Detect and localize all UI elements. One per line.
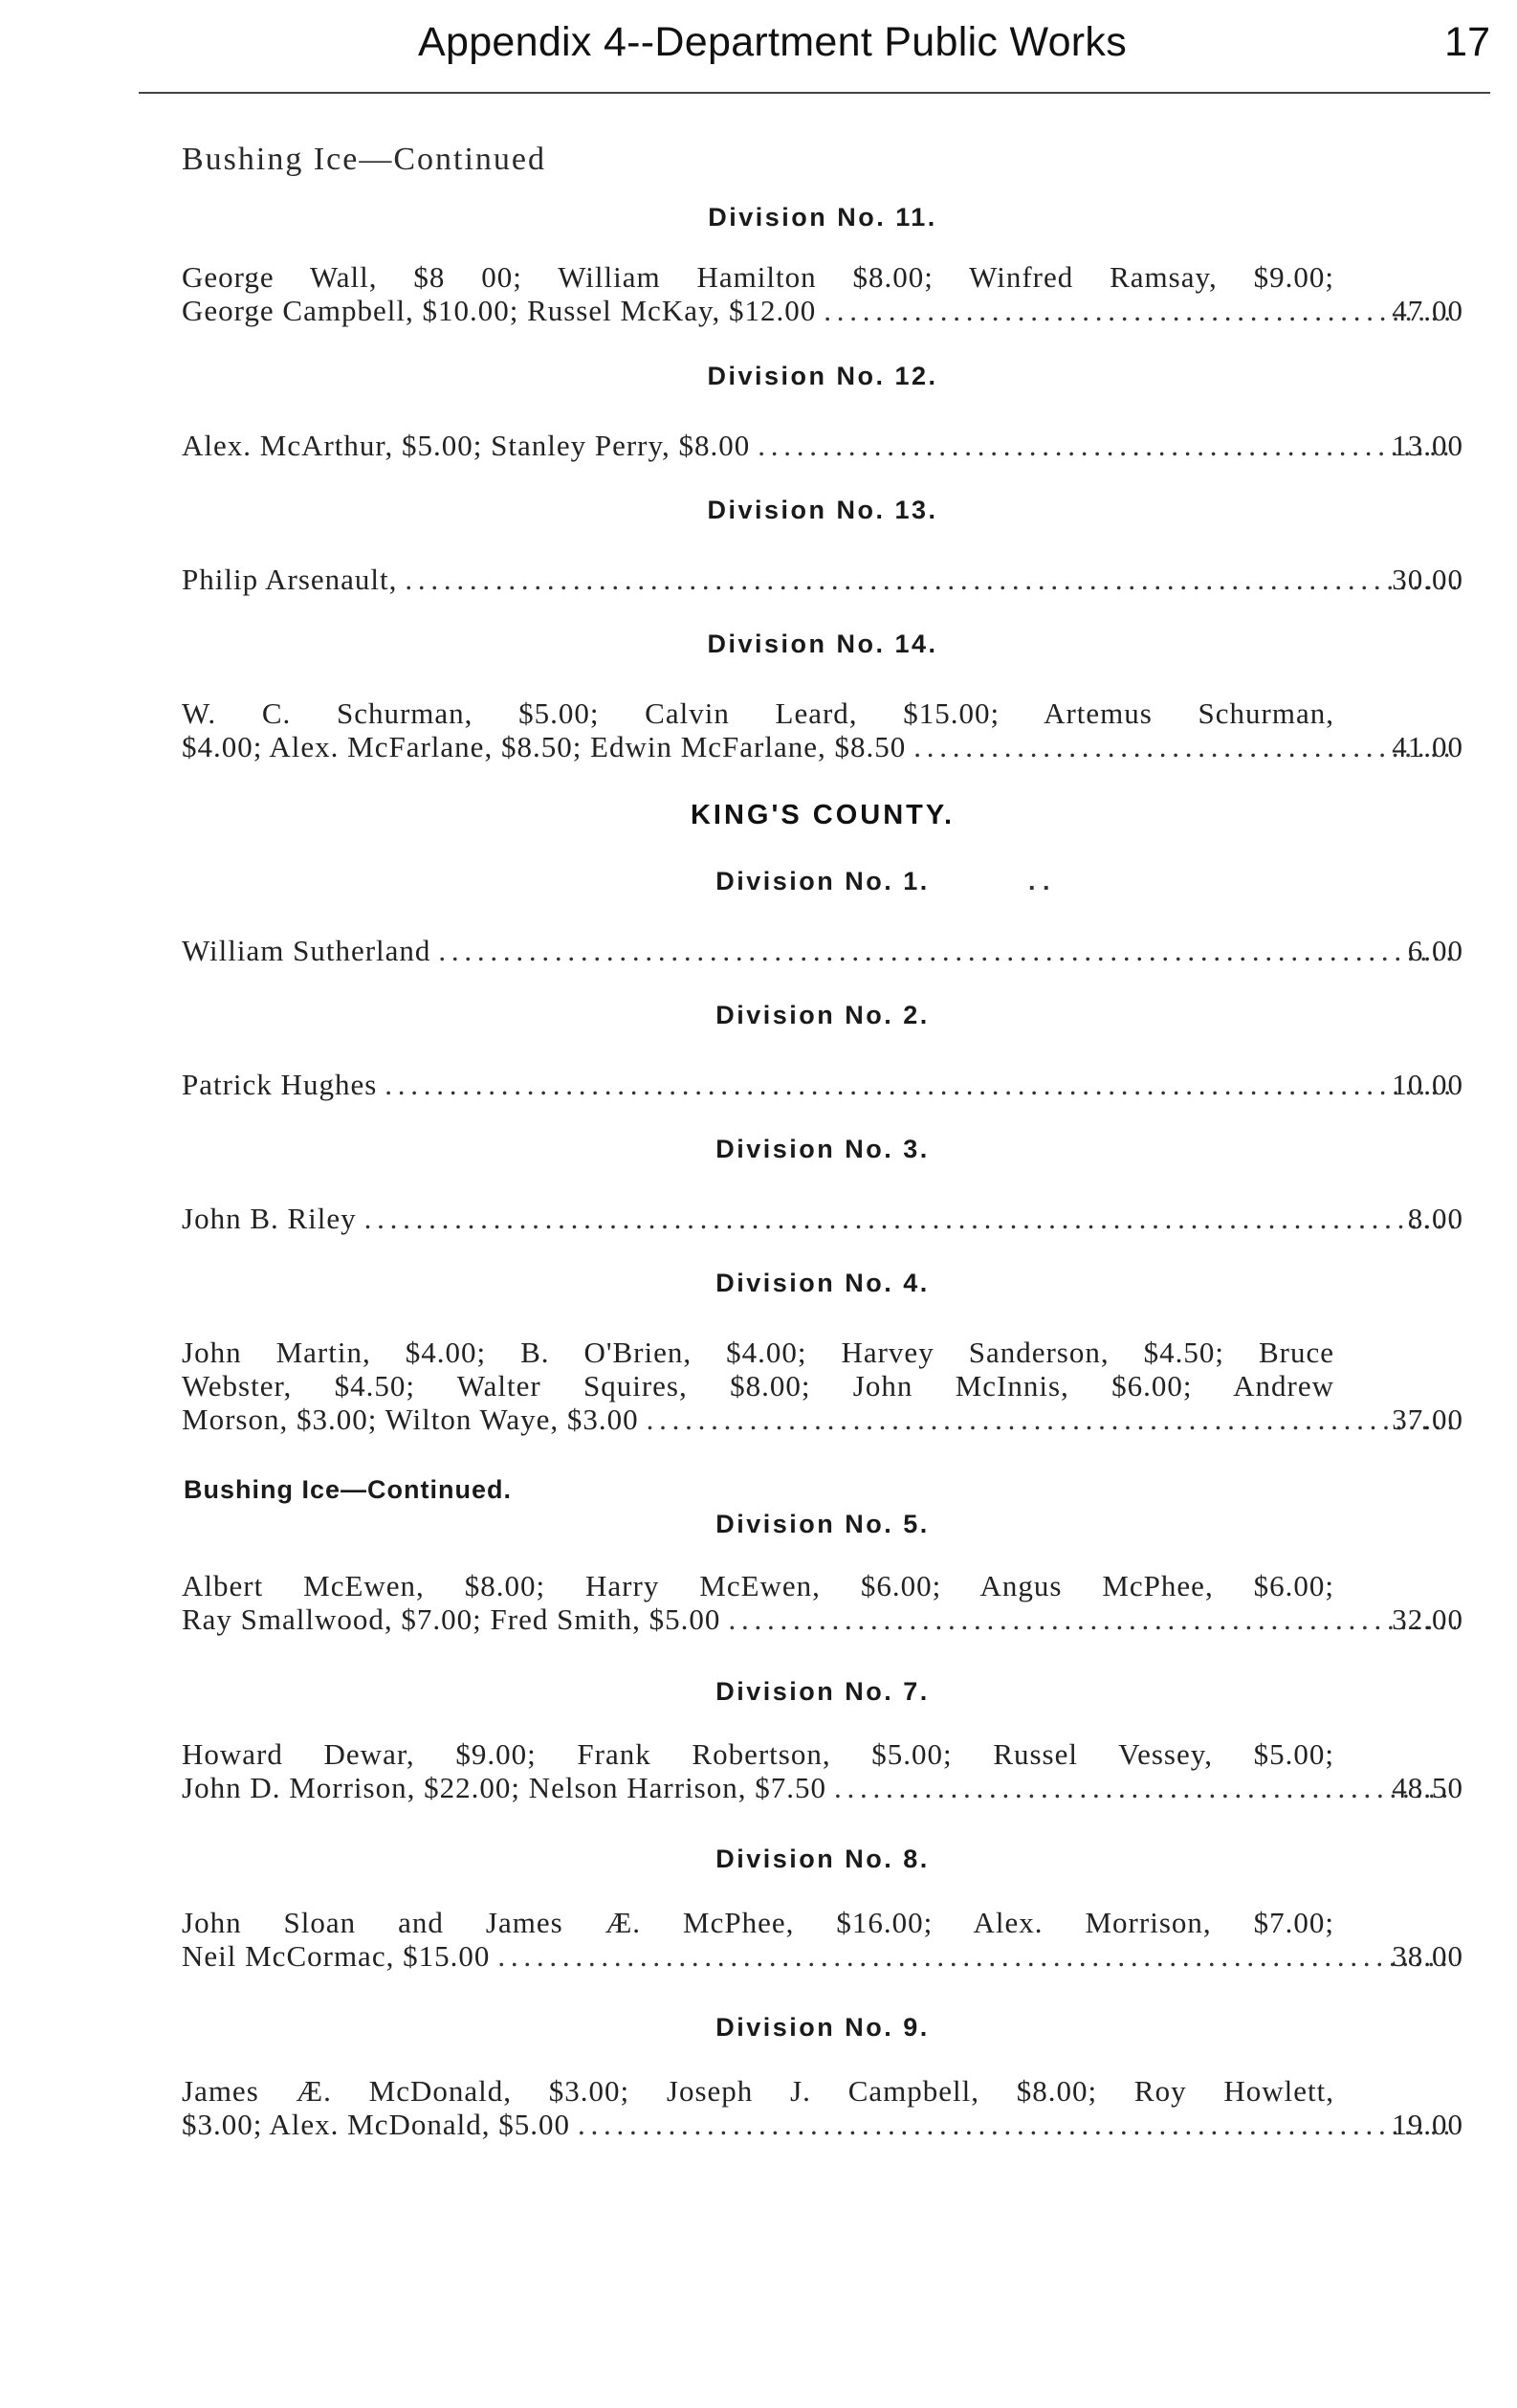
entry-last-line bbox=[182, 1068, 1463, 1101]
continued-heading: Bushing Ice—Continued. bbox=[184, 1475, 512, 1504]
entry-last-line bbox=[182, 1771, 1463, 1804]
entry-last-line bbox=[182, 1939, 1463, 1973]
entry-text: William Sutherland bbox=[182, 934, 431, 967]
dot-leader bbox=[364, 1202, 1456, 1235]
division-heading: Division No. 8. bbox=[715, 1845, 930, 1873]
dot-leader bbox=[385, 1068, 1456, 1101]
entry-line: W. C. Schurman, $5.00; Calvin Leard, $15.00; Artemus Schurman, bbox=[182, 696, 1334, 730]
division-heading: Division No. 7. bbox=[715, 1677, 930, 1706]
entry-amount: 10.00 bbox=[1392, 1068, 1463, 1101]
entry-text: Morson, $3.00; Wilton Waye, $3.00 bbox=[182, 1403, 639, 1436]
dot-leader bbox=[438, 934, 1456, 967]
dot-leader bbox=[824, 294, 1456, 327]
running-title: Appendix 4--Department Public Works bbox=[418, 19, 1128, 65]
dot-leader bbox=[497, 1939, 1456, 1973]
entry-line: John Martin, $4.00; B. O'Brien, $4.00; Harvey Sanderson, $4.50; Bruce bbox=[182, 1336, 1334, 1369]
entry-amount: 30.00 bbox=[1392, 563, 1463, 596]
entry-amount: 38.00 bbox=[1392, 1939, 1463, 1973]
entry-last-line bbox=[182, 2108, 1463, 2141]
division-heading: Division No. 4. bbox=[715, 1269, 930, 1297]
division-entry bbox=[182, 1202, 1463, 1235]
entry-amount: 19.00 bbox=[1392, 2108, 1463, 2141]
entry-line: John Sloan and James Æ. McPhee, $16.00; Alex. Morrison, $7.00; bbox=[182, 1906, 1334, 1939]
division-heading: Division No. 2. bbox=[715, 1001, 930, 1029]
entry-line: Howard Dewar, $9.00; Frank Robertson, $5.00; Russel Vessey, $5.00; bbox=[182, 1737, 1334, 1771]
stray-mark: . . bbox=[1028, 867, 1050, 895]
entry-line: George Wall, $8 00; William Hamilton $8.00; Winfred Ramsay, $9.00; bbox=[182, 260, 1334, 294]
entry-text: Philip Arsenault, bbox=[182, 563, 398, 596]
entry-last-line bbox=[182, 294, 1463, 327]
division-entry bbox=[182, 1336, 1463, 1436]
entry-text: Patrick Hughes bbox=[182, 1068, 378, 1101]
entry-text: George Campbell, $10.00; Russel McKay, $12.00 bbox=[182, 294, 817, 327]
entry-amount: 6.00 bbox=[1407, 934, 1463, 967]
county-heading: KING'S COUNTY. bbox=[690, 800, 956, 830]
entry-last-line bbox=[182, 730, 1463, 763]
entry-last-line bbox=[182, 429, 1463, 462]
entry-last-line bbox=[182, 934, 1463, 967]
entry-amount: 41.00 bbox=[1392, 730, 1463, 763]
dot-leader bbox=[834, 1771, 1456, 1804]
division-entry bbox=[182, 696, 1463, 763]
entry-line: Webster, $4.50; Walter Squires, $8.00; John McInnis, $6.00; Andrew bbox=[182, 1369, 1334, 1403]
dot-leader bbox=[728, 1602, 1456, 1636]
division-entry bbox=[182, 2074, 1463, 2141]
entry-line: James Æ. McDonald, $3.00; Joseph J. Campbell, $8.00; Roy Howlett, bbox=[182, 2074, 1334, 2108]
division-heading: Division No. 14. bbox=[707, 630, 938, 658]
entry-amount: 32.00 bbox=[1392, 1602, 1463, 1636]
division-heading: Division No. 3. bbox=[715, 1135, 930, 1163]
division-entry bbox=[182, 429, 1463, 462]
entry-last-line bbox=[182, 1403, 1463, 1436]
division-heading: Division No. 5. bbox=[715, 1510, 930, 1538]
entry-text: Alex. McArthur, $5.00; Stanley Perry, $8.00 bbox=[182, 429, 751, 462]
entry-amount: 48.50 bbox=[1392, 1771, 1463, 1804]
division-entry bbox=[182, 1068, 1463, 1101]
entry-last-line bbox=[182, 1202, 1463, 1235]
entry-amount: 13.00 bbox=[1392, 429, 1463, 462]
division-entry bbox=[182, 260, 1463, 327]
entry-amount: 8.00 bbox=[1407, 1202, 1463, 1235]
entry-text: Neil McCormac, $15.00 bbox=[182, 1939, 491, 1973]
division-heading: Division No. 9. bbox=[715, 2013, 930, 2042]
entry-line: Albert McEwen, $8.00; Harry McEwen, $6.00; Angus McPhee, $6.00; bbox=[182, 1569, 1334, 1602]
division-entry bbox=[182, 934, 1463, 967]
division-entry bbox=[182, 563, 1463, 596]
entry-text: John B. Riley bbox=[182, 1202, 357, 1235]
dot-leader bbox=[578, 2108, 1456, 2141]
entry-amount: 37.00 bbox=[1392, 1403, 1463, 1436]
division-heading: Division No. 13. bbox=[707, 496, 938, 524]
running-head bbox=[134, 19, 1490, 77]
division-heading: Division No. 11. bbox=[708, 203, 937, 232]
page-number: 17 bbox=[1444, 19, 1490, 65]
dot-leader bbox=[405, 563, 1456, 596]
section-heading: Bushing Ice—Continued bbox=[182, 142, 547, 177]
entry-amount: 47.00 bbox=[1392, 294, 1463, 327]
header-rule bbox=[139, 92, 1490, 94]
entry-text: Ray Smallwood, $7.00; Fred Smith, $5.00 bbox=[182, 1602, 721, 1636]
dot-leader bbox=[647, 1403, 1456, 1436]
entry-text: $3.00; Alex. McDonald, $5.00 bbox=[182, 2108, 570, 2141]
entry-last-line bbox=[182, 1602, 1463, 1636]
entry-text: $4.00; Alex. McFarlane, $8.50; Edwin McFarlane, $8.50 bbox=[182, 730, 907, 763]
division-entry bbox=[182, 1569, 1463, 1636]
entry-text: John D. Morrison, $22.00; Nelson Harrison, $7.50 bbox=[182, 1771, 826, 1804]
entry-last-line bbox=[182, 563, 1463, 596]
division-entry bbox=[182, 1906, 1463, 1973]
division-heading: Division No. 12. bbox=[707, 362, 938, 390]
division-heading: Division No. 1. bbox=[715, 867, 930, 895]
dot-leader bbox=[758, 429, 1456, 462]
dot-leader bbox=[913, 730, 1456, 763]
division-entry bbox=[182, 1737, 1463, 1804]
